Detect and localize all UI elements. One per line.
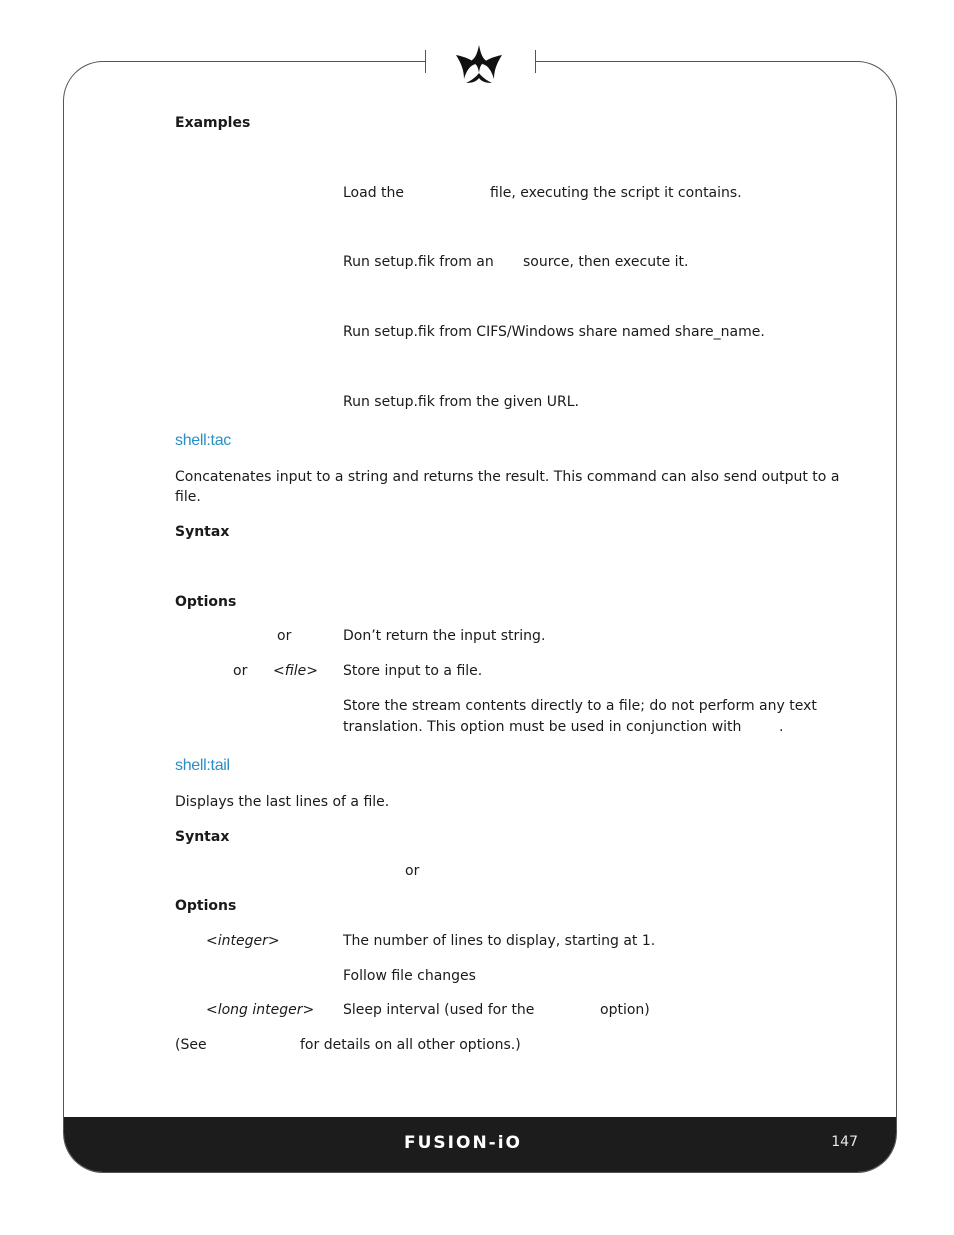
example-2-text-b: source, then execute it.	[523, 254, 689, 270]
tac-option-3-desc-line2: translation. This option must be used in conjunction with	[343, 719, 742, 735]
tail-option-3-desc-a: Sleep interval (used for the	[343, 1002, 535, 1018]
tail-syntax-heading: Syntax	[175, 829, 230, 845]
tac-option-2-desc: Store input to a file.	[343, 663, 483, 679]
fusion-io-logo: FUSION-iO	[404, 1133, 522, 1153]
divider-tick-right	[535, 50, 536, 73]
page-footer	[64, 1117, 896, 1172]
tail-syntax-or: or	[405, 863, 420, 879]
example-3-text: Run setup.fik from CIFS/Windows share named share_name.	[343, 324, 765, 340]
tac-option-1-desc: Don’t return the input string.	[343, 628, 546, 644]
tac-option-3-desc-end: .	[779, 719, 784, 735]
page-number: 147	[831, 1134, 858, 1150]
tac-section-title: shell:tac	[175, 432, 231, 449]
tail-option-3-desc-b: option)	[600, 1002, 650, 1018]
tac-description-line2: file.	[175, 489, 201, 505]
tac-options-heading: Options	[175, 594, 237, 610]
tail-options-heading: Options	[175, 898, 237, 914]
tail-description: Displays the last lines of a file.	[175, 794, 390, 810]
tail-option-1-arg: <integer>	[206, 933, 280, 949]
tac-syntax-heading: Syntax	[175, 524, 230, 540]
tail-see-text-a: (See	[175, 1037, 207, 1053]
tac-option-2-or: or	[233, 663, 248, 679]
example-2-text-a: Run setup.fik from an	[343, 254, 494, 270]
tac-option-2-arg: <file>	[273, 663, 319, 679]
tail-option-2-desc: Follow file changes	[343, 968, 476, 984]
tac-option-3-desc-line1: Store the stream contents directly to a file; do not perform any text	[343, 698, 817, 714]
fusion-io-star-icon	[452, 43, 506, 85]
example-1-text-a: Load the	[343, 185, 405, 201]
example-4-text: Run setup.fik from the given URL.	[343, 394, 579, 410]
tail-option-3-arg: <long integer>	[206, 1002, 315, 1018]
tail-see-text-b: for details on all other options.)	[300, 1037, 521, 1053]
tac-description-line1: Concatenates input to a string and returns the result. This command can also send output to a	[175, 469, 840, 485]
tail-section-title: shell:tail	[175, 757, 230, 774]
examples-heading: Examples	[175, 115, 251, 131]
tac-option-1-or: or	[277, 628, 292, 644]
tail-option-1-desc: The number of lines to display, starting at 1.	[343, 933, 656, 949]
divider-tick-left	[425, 50, 426, 73]
example-1-text-b: file, executing the script it contains.	[490, 185, 742, 201]
